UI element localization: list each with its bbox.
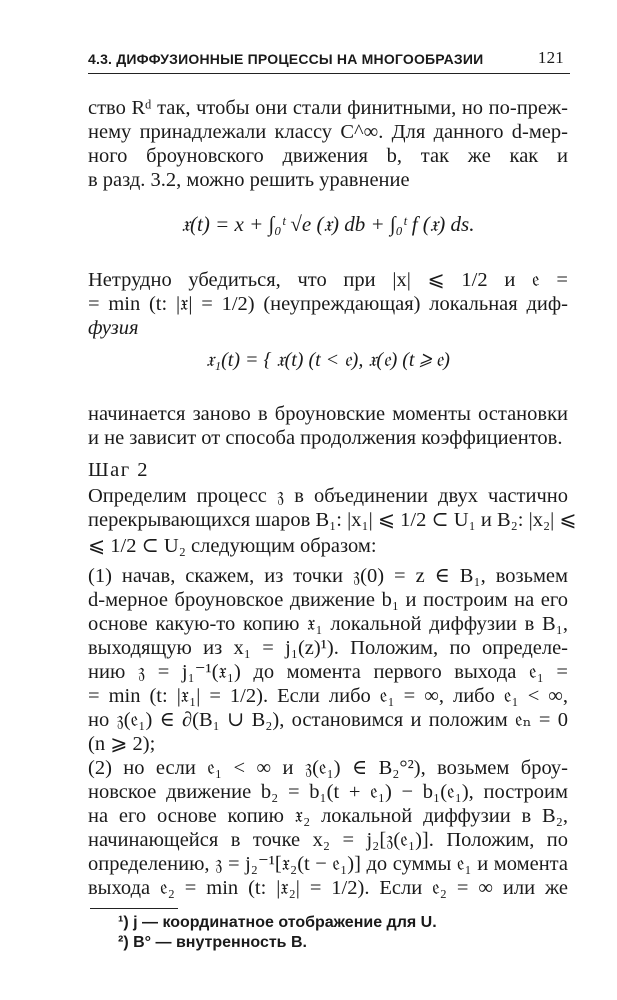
- text-line: выходящую из x₁ = j₁(z)¹). Положим, по определе-: [88, 637, 568, 659]
- text-line: на его основе копию 𝔵₂ локальной диффузии в B₂,: [88, 805, 568, 827]
- text-line: определению, 𝔷 = j₂⁻¹[𝔵₂(t − 𝔢₁)] до суммы 𝔢₁ и момента: [88, 853, 568, 875]
- text-line: ного броуновского движения b, так же как и: [88, 145, 568, 167]
- header-rule: [88, 73, 570, 74]
- text-line: (2) но если 𝔢₁ < ∞ и 𝔷(𝔢₁) ∈ B₂°²), возьмем броу-: [88, 757, 568, 779]
- text-line: нию 𝔷 = j₁⁻¹(𝔵₁) до момента первого выхода 𝔢₁ =: [88, 661, 568, 683]
- footnote-2: ²) B° — внутренность B.: [118, 934, 307, 951]
- text-line: новское движение b₂ = b₁(t + 𝔢₁) − b₁(𝔢₁), построим: [88, 781, 568, 803]
- text-line: (n ⩾ 2);: [88, 733, 156, 755]
- text-line: начинающейся в точке x₂ = j₂[𝔷(𝔢₁)]. Положим, по: [88, 829, 568, 851]
- text-line: Определим процесс 𝔷 в объединении двух частично: [88, 485, 568, 507]
- running-header: [88, 46, 570, 76]
- text-line: = min (t: |𝔵| = 1/2) (неупреждающая) локальная диф-: [88, 293, 568, 315]
- text-line: нему принадлежали классу C^∞. Для данного d-мер-: [88, 121, 568, 143]
- text-line: основе какую-то копию 𝔵₁ локальной диффузии в B₁,: [88, 613, 568, 635]
- text-line: ство Rᵈ так, чтобы они стали финитными, но по-преж-: [88, 97, 568, 119]
- footnote-1: ¹) j — координатное отображение для U.: [118, 914, 437, 931]
- text-line: выхода 𝔢₂ = min (t: |𝔵₂| = 1/2). Если 𝔢₂ = ∞ или же: [88, 877, 568, 899]
- page-number: 121: [537, 48, 564, 67]
- section-title: 4.3. ДИФФУЗИОННЫЕ ПРОЦЕССЫ НА МНОГООБРАЗИИ: [88, 51, 484, 67]
- text-line: d-мерное броуновское движение b₁ и построим на его: [88, 589, 568, 611]
- text-line: и не зависит от способа продолжения коэффициентов.: [88, 427, 563, 449]
- text-line: ⩽ 1/2 ⊂ U₂ следующим образом:: [88, 535, 377, 557]
- footnote-rule: [90, 908, 178, 909]
- equation-local-diffusion: 𝔵₁(t) = { 𝔵(t) (t < 𝔢), 𝔵(𝔢) (t ⩾ 𝔢): [206, 349, 450, 371]
- step-heading: Шаг 2: [88, 459, 150, 481]
- text-line: Нетрудно убедиться, что при |x| ⩽ 1/2 и 𝔢 =: [88, 269, 568, 291]
- text-line: начинается заново в броуновские моменты остановки: [88, 403, 568, 425]
- equation-sde: 𝔵(t) = x + ∫₀ᵗ √e (𝔵) db + ∫₀ᵗ f (𝔵) ds.: [181, 212, 475, 236]
- text-line: = min (t: |𝔵₁| = 1/2). Если либо 𝔢₁ = ∞, либо 𝔢₁ < ∞,: [88, 685, 568, 707]
- text-line: перекрывающихся шаров B₁: |x₁| ⩽ 1/2 ⊂ U₁ и B₂: |x₂| ⩽: [88, 509, 577, 531]
- text-line: в разд. 3.2, можно решить уравнение: [88, 169, 410, 191]
- text-line: (1) начав, скажем, из точки 𝔷(0) = z ∈ B₁, возьмем: [88, 565, 568, 587]
- text-line: фузия: [88, 317, 139, 339]
- text-line: но 𝔷(𝔢₁) ∈ ∂(B₁ ∪ B₂), остановимся и положим 𝔢ₙ = 0: [88, 709, 568, 731]
